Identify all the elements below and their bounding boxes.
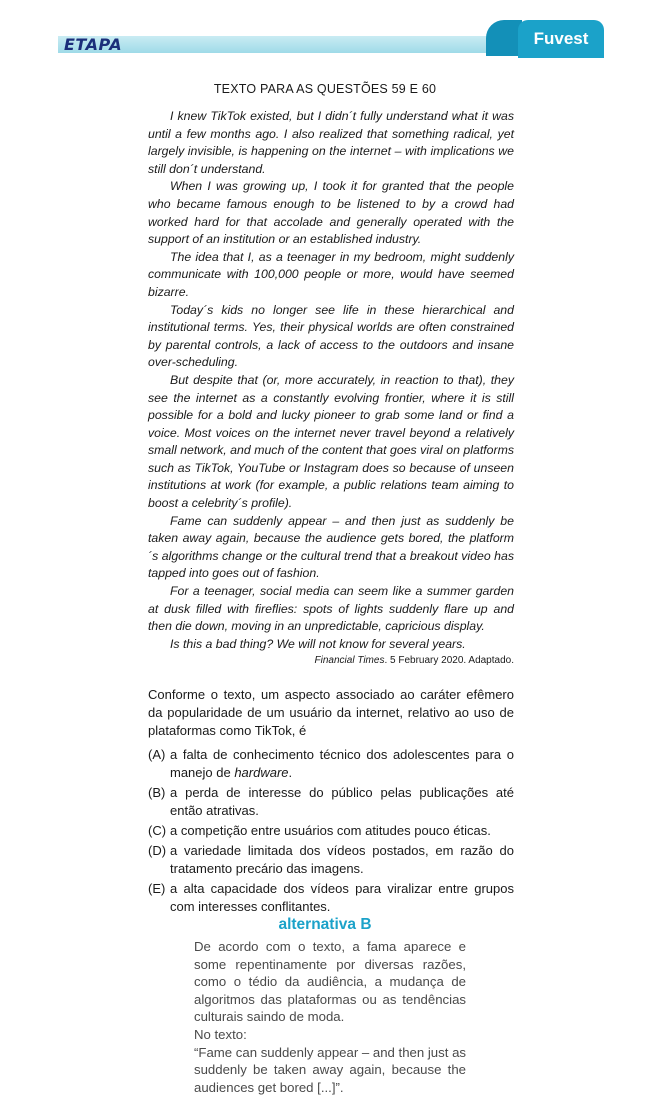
source-name: Financial Times [314, 655, 385, 666]
option-b [148, 784, 514, 820]
quote-label: No texto: [194, 1026, 247, 1042]
reading-paragraph: I knew TikTok existed, but I didn´t fully understand what it was until a few months ago. I also realized that something radical, yet largely invisible, is happening on the internet – with implications we still don´t understand. [148, 109, 514, 176]
reading-paragraph: But despite that (or, more accurately, in reaction to that), they see the internet as a constantly evolving frontier, where it is still possible for a bold and lucky pioneer to grab some land or find a voice. Most voices on the internet never travel beyond a relatively small network, and much of the content that goes viral on platforms such as TikTok, YouTube or Instagram does so because of unseen institutions at work (for example, a public relations team aiming to boost a celebrity´s profile). [148, 372, 514, 511]
option-text: a alta capacidade dos vídeos para viralizar entre grupos com interesses conflitantes. [170, 881, 514, 914]
reading-paragraph: When I was growing up, I took it for granted that the people who became famous enough to be listened to by a crowd had worked hard for that accolade and generally operated with the support of an institution or an established industry. [148, 179, 514, 247]
option-text-part: . [288, 765, 293, 780]
option-c [148, 822, 514, 840]
option-a [148, 746, 514, 782]
option-text-part: a falta de conhecimento técnico dos adolescentes para o manejo de [170, 747, 514, 780]
answer-title: alternativa B [278, 916, 372, 933]
option-text: a perda de interesse do público pelas publicações até então atrativas. [170, 785, 514, 818]
header-tab-accent [486, 20, 522, 56]
answer-explanation [194, 938, 466, 1096]
reading-source [148, 655, 514, 666]
option-e [148, 880, 514, 916]
reading-heading: TEXTO PARA AS QUESTÕES 59 E 60 [213, 82, 437, 96]
option-letter: (A) [148, 747, 166, 762]
option-text: a competição entre usuários com atitudes pouco éticas. [170, 823, 491, 838]
reading-paragraph: Fame can suddenly appear – and then just as suddenly be taken away again, because the audience gets bored, the platform´s algorithms change or the cultural trend that a breakout video has tapped into goes out of fashion. [148, 513, 514, 581]
reading-paragraph: The idea that I, as a teenager in my bedroom, might suddenly communicate with 100,000 people or more, would have seemed bizarre. [148, 249, 514, 299]
reading-text [148, 108, 514, 653]
option-d [148, 842, 514, 878]
option-text: a variedade limitada dos vídeos postados, em razão do tratamento precário das imagens. [170, 843, 514, 876]
question-stem: Conforme o texto, um aspecto associado ao caráter efêmero da popularidade de um usuário da internet, relativo ao uso de plataformas como TikTok, é [148, 687, 514, 738]
reading-paragraph: For a teenager, social media can seem like a summer garden at dusk filled with fireflies: spots of lights suddenly flare up and then die down, moving in an unpredictable, capricious display. [148, 584, 514, 634]
reading-paragraph: Today´s kids no longer see life in these hierarchical and institutional terms. Yes, their physical worlds are often constrained by parental controls, a lack of access to the outdoors and insane over-scheduling. [148, 302, 514, 370]
reading-paragraph: Is this a bad thing? We will not know for several years. [170, 636, 466, 651]
option-letter: (B) [148, 785, 166, 800]
etapa-logo: ETAPA [64, 35, 123, 54]
explanation-text: De acordo com o texto, a fama aparece e some repentinamente por diversas razões, como o tédio da audiência, a mudança de algoritmos das plataformas ou as tendências culturais saindo de moda. [194, 939, 466, 1025]
option-letter: (C) [148, 823, 167, 838]
source-detail: . 5 February 2020. Adaptado. [384, 655, 514, 666]
answer-options [148, 746, 514, 918]
quote-text: “Fame can suddenly appear – and then just as suddenly be taken away again, because the audiences get bored [...]”. [194, 1044, 466, 1095]
exam-tab: Fuvest [518, 20, 604, 58]
option-text [170, 746, 514, 782]
option-letter: (E) [148, 881, 166, 896]
option-letter: (D) [148, 843, 167, 858]
option-text-emphasis: hardware [234, 765, 289, 780]
